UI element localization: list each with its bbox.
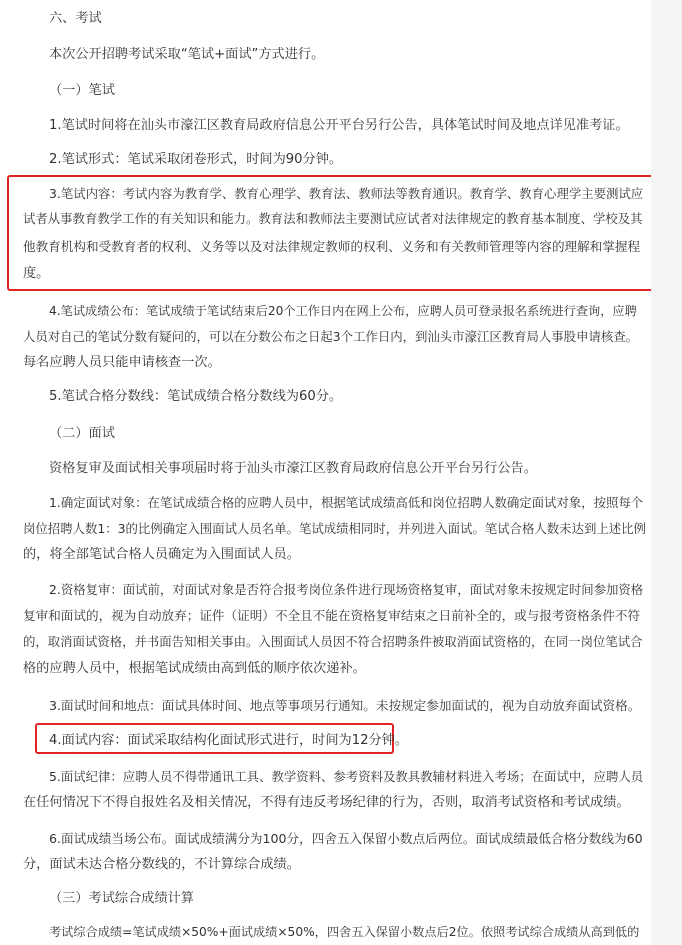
- written-content-line-2: 试者从事教育教学工作的有关知识和能力。教育法和教师法主要测试应试者对法律规定的教育基本制度、学校及其: [23, 211, 643, 226]
- qualification-review-line-2: 复审和面试的，视为自动放弃；证件（证明）不全且不能在资格复审结束之日前补全的，或与报考资格条件不符: [23, 608, 641, 623]
- written-exam-heading: （一）笔试: [49, 83, 115, 98]
- interview-object-line-2: 岗位招聘人数1：3的比例确定入围面试人员名单。笔试成绩相同时，并列进入面试。笔试合格人数未达到上述比例: [23, 521, 646, 536]
- interview-intro: 资格复审及面试相关事项届时将于汕头市濠江区教育局政府信息公开平台另行公告。: [49, 461, 537, 476]
- interview-discipline-line-1: 5.面试纪律：应聘人员不得带通讯工具、教学资料、参考资料及教具教辅材料进入考场；在面试中，应聘人员: [49, 769, 644, 784]
- qualification-review-line-3: 的，取消面试资格，并书面告知相关事由。入围面试人员因不符合招聘条件被取消面试资格的，在同一岗位笔试合: [23, 634, 643, 649]
- composite-heading: （三）考试综合成绩计算: [49, 891, 195, 906]
- written-content-line-4: 度。: [23, 266, 50, 281]
- interview-content: 4.面试内容：面试采取结构化面试形式进行，时间为12分钟。: [49, 733, 409, 748]
- written-score-line-1: 4.笔试成绩公布：笔试成绩于笔试结束后20个工作日内在网上公布，应聘人员可登录报名系统进行查询，应聘: [49, 304, 637, 318]
- written-score-line-2: 人员对自己的笔试分数有疑问的，可以在分数公布之日起3个工作日内，到汕头市濠江区教育局人事股申请核查。: [23, 329, 639, 344]
- composite-formula: 考试综合成绩=笔试成绩×50%+面试成绩×50%，四舍五入保留小数点后2位。依照考试综合成绩从高到低的: [49, 925, 640, 939]
- interview-discipline-line-2: 在任何情况下不得自报姓名及相关情况，不得有违反考场纪律的行为，否则，取消考试资格和考试成绩。: [23, 795, 630, 810]
- section-title: 六、考试: [49, 11, 102, 26]
- written-exam-format: 2.笔试形式：笔试采取闭卷形式，时间为90分钟。: [49, 152, 343, 167]
- written-pass-line: 5.笔试合格分数线：笔试成绩合格分数线为60分。: [49, 389, 343, 404]
- interview-score-line-2: 分，面试未达合格分数线的，不计算综合成绩。: [23, 857, 300, 872]
- written-content-line-3: 他教育机构和受教育者的权利、义务等以及对法律规定教师的权利、义务和有关教师管理等内容的理解和掌握程: [23, 239, 641, 254]
- interview-time-place: 3.面试时间和地点：面试具体时间、地点等事项另行通知。未按规定参加面试的，视为自动放弃面试资格。: [49, 698, 641, 713]
- page-side-gutter: [651, 0, 682, 945]
- interview-heading: （二）面试: [49, 426, 115, 441]
- qualification-review-line-4: 格的应聘人员中，根据笔试成绩由高到低的顺序依次递补。: [23, 661, 366, 676]
- written-content-line-1: 3.笔试内容：考试内容为教育学、教育心理学、教育法、教师法等教育通识。教育学、教育心理学主要测试应: [49, 186, 644, 201]
- written-score-line-3: 每名应聘人员只能申请核查一次。: [23, 355, 221, 370]
- written-exam-time: 1.笔试时间将在汕头市濠江区教育局政府信息公开平台另行公告，具体笔试时间及地点详见准考证。: [49, 118, 629, 133]
- interview-object-line-3: 的，将全部笔试合格人员确定为入围面试人员。: [23, 547, 300, 562]
- interview-score-line-1: 6.面试成绩当场公布。面试成绩满分为100分，四舍五入保留小数点后两位。面试成绩最低合格分数线为60: [49, 831, 643, 846]
- exam-intro: 本次公开招聘考试采取“笔试+面试”方式进行。: [49, 47, 325, 62]
- interview-object-line-1: 1.确定面试对象：在笔试成绩合格的应聘人员中，根据笔试成绩高低和岗位招聘人数确定面试对象，按照每个: [49, 495, 644, 510]
- qualification-review-line-1: 2.资格复审：面试前，对面试对象是否符合报考岗位条件进行现场资格复审，面试对象未按规定时间参加资格: [49, 582, 644, 597]
